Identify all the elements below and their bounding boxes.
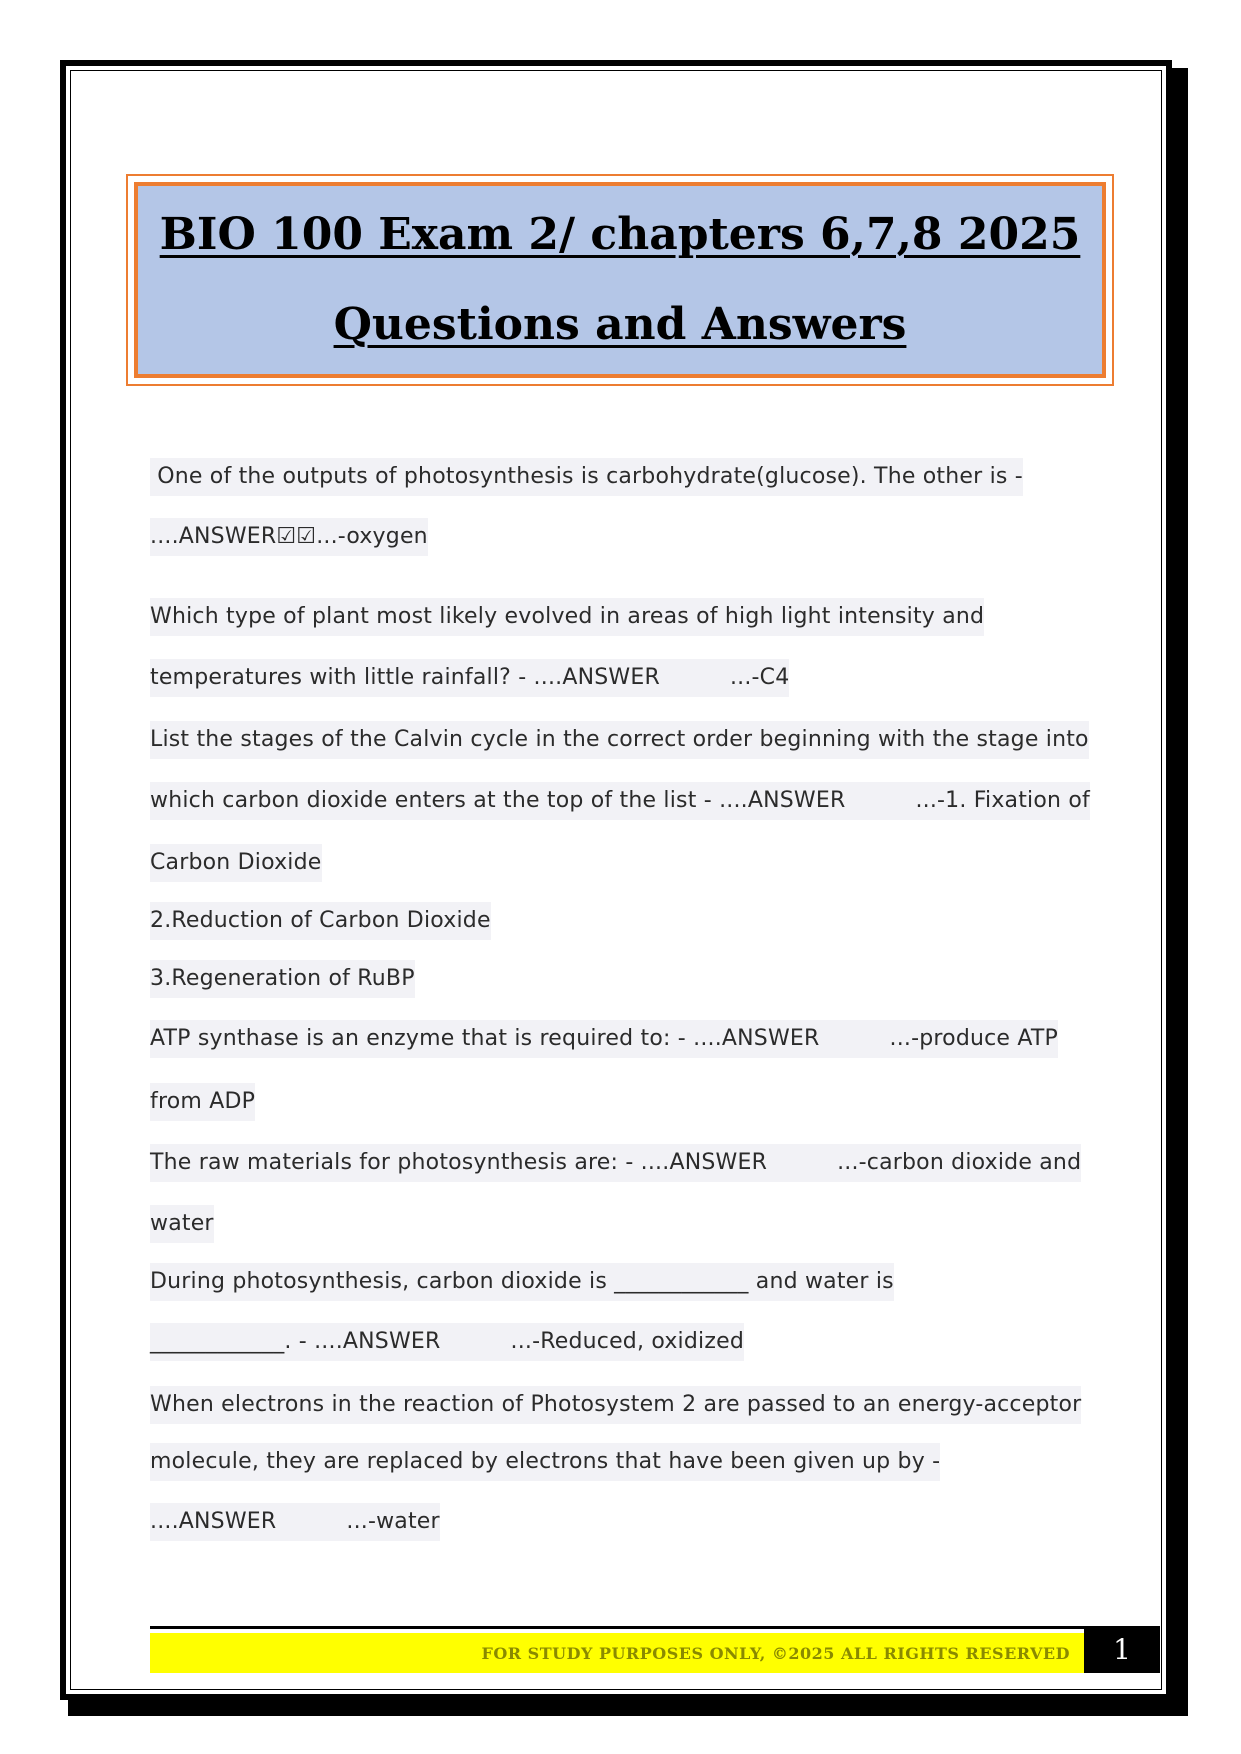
answer-2: ...-C4 — [729, 665, 790, 690]
question-6-text: ____________. - ....ANSWER — [150, 1329, 441, 1354]
question-1-line-1: One of the outputs of photosynthesis is carbohydrate(glucose). The other is - — [150, 458, 1023, 496]
answer-3-line-2: Carbon Dioxide — [150, 844, 322, 882]
answer-4: ...-produce ATP — [889, 1026, 1058, 1051]
answer-5: ...-carbon dioxide and — [837, 1150, 1082, 1175]
answer-7-line — [150, 1503, 440, 1541]
question-3-text: which carbon dioxide enters at the top of the list - ....ANSWER — [150, 788, 846, 813]
answer-4-line-2: from ADP — [150, 1083, 255, 1121]
question-7-line-2: molecule, they are replaced by electrons that have been given up by - — [150, 1443, 940, 1481]
question-5-text: The raw materials for photosynthesis are: - ....ANSWER — [150, 1150, 768, 1175]
answer-1: ....ANSWER☑☑...-oxygen — [150, 518, 428, 556]
document-title: BIO 100 Exam 2/ chapters 6,7,8 2025 — [159, 209, 1081, 260]
answer-3-line-4: 3.Regeneration of RuBP — [150, 960, 415, 998]
document-subtitle: Questions and Answers — [333, 299, 907, 350]
question-5-line-1 — [150, 1144, 1081, 1182]
question-4-line-1 — [150, 1020, 1058, 1058]
question-2-line-2 — [150, 659, 789, 697]
footer-rule — [150, 1626, 1084, 1629]
question-2-line-1: Which type of plant most likely evolved in areas of high light intensity and — [150, 598, 984, 636]
answer-3: ...-1. Fixation of — [915, 788, 1090, 813]
answer-5-line-2: water — [150, 1205, 214, 1243]
footer-notice: FOR STUDY PURPOSES ONLY, ©2025 ALL RIGHTS RESERVED — [481, 1643, 1070, 1663]
question-4-text: ATP synthase is an enzyme that is required to: - ....ANSWER — [150, 1026, 820, 1051]
answer-7: ...-water — [346, 1509, 440, 1534]
question-7-text: ....ANSWER — [150, 1509, 277, 1534]
question-3-line-1: List the stages of the Calvin cycle in the correct order beginning with the stage into — [150, 721, 1089, 759]
question-6-line-2 — [150, 1323, 744, 1361]
answer-6: ...-Reduced, oxidized — [510, 1329, 744, 1354]
question-2-text: temperatures with little rainfall? - ....ANSWER — [150, 665, 660, 690]
question-6-line-1: During photosynthesis, carbon dioxide is ____________ and water is — [150, 1263, 894, 1301]
footer-notice-bar — [150, 1633, 1084, 1673]
question-7-line-1: When electrons in the reaction of Photosystem 2 are passed to an energy-acceptor — [150, 1386, 1081, 1424]
question-3-line-2 — [150, 782, 1090, 820]
answer-3-line-3: 2.Reduction of Carbon Dioxide — [150, 902, 491, 940]
page-number: 1 — [1084, 1626, 1160, 1673]
